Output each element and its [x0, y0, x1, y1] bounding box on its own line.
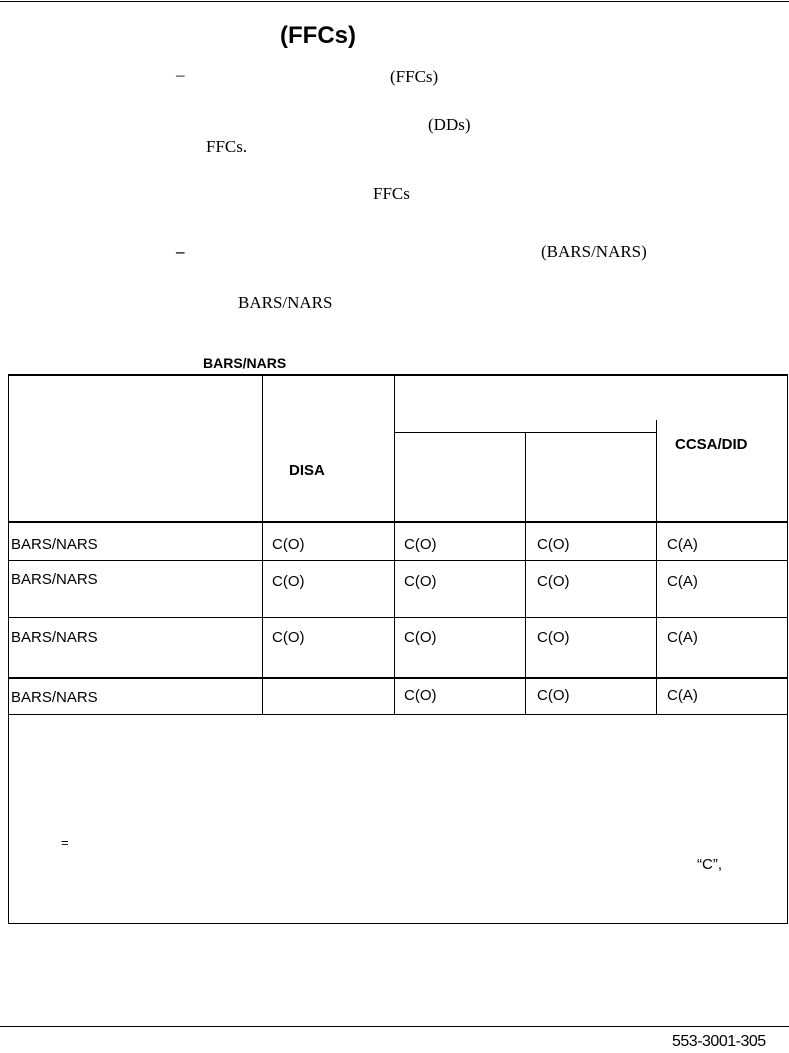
header-ccsa-did: CCSA/DID: [675, 436, 748, 453]
table-row-4-col4: C(O): [537, 687, 570, 704]
table-row-1-col5: C(A): [667, 536, 698, 553]
table-top-border: [8, 374, 787, 376]
table-row-3-disa: C(O): [272, 629, 305, 646]
table-caption: BARS/NARS: [203, 355, 287, 371]
table-col-divider-2: [394, 374, 395, 714]
table-row-divider-2: [8, 617, 787, 618]
paragraph-4-dash: –: [176, 242, 185, 261]
table-row-divider-3: [8, 677, 787, 679]
table-rows-bottom: [8, 714, 787, 715]
table-row-divider-1: [8, 560, 787, 561]
table-row-3-col3: C(O): [404, 629, 437, 646]
table-col-divider-1: [262, 374, 263, 714]
table-row-2-label: BARS/NARS: [11, 571, 98, 588]
footer-rule: [0, 1026, 789, 1027]
table-right-border: [787, 374, 788, 924]
table-row-1-col4: C(O): [537, 536, 570, 553]
table-row-2-disa: C(O): [272, 573, 305, 590]
table-row-4-col3: C(O): [404, 687, 437, 704]
paragraph-1-term: (FFCs): [390, 67, 439, 86]
paragraph-2-term: (DDs): [428, 115, 471, 134]
table-row-2-col4: C(O): [537, 573, 570, 590]
table-row-1-label: BARS/NARS: [11, 536, 98, 553]
table-row-1-col3: C(O): [404, 536, 437, 553]
table-row-3-col4: C(O): [537, 629, 570, 646]
table-bottom-border: [8, 923, 787, 924]
top-rule: [0, 1, 789, 2]
paragraph-3-ffcs: FFCs: [373, 184, 410, 203]
table-row-4-label: BARS/NARS: [11, 689, 98, 706]
table-header-bottom: [8, 521, 787, 523]
paragraph-2-ffcs: FFCs.: [206, 137, 248, 156]
notes-c-quote: “C”,: [697, 856, 722, 873]
table-row-3-label: BARS/NARS: [11, 629, 98, 646]
table-row-2-col5: C(A): [667, 573, 698, 590]
table-left-border: [8, 374, 9, 924]
paragraph-5-term: BARS/NARS: [238, 293, 333, 312]
paragraph-4-term: (BARS/NARS): [541, 242, 647, 261]
section-heading: (FFCs): [280, 22, 356, 49]
notes-equals-sign: =: [61, 835, 69, 850]
table-col-divider-4: [656, 420, 657, 714]
document-number: 553-3001-305: [672, 1033, 766, 1050]
table-col-divider-3: [525, 432, 526, 714]
table-row-2-col3: C(O): [404, 573, 437, 590]
table-row-1-disa: C(O): [272, 536, 305, 553]
paragraph-1-dash: –: [176, 65, 185, 84]
table-row-4-col5: C(A): [667, 687, 698, 704]
header-disa: DISA: [289, 462, 325, 479]
table-row-3-col5: C(A): [667, 629, 698, 646]
